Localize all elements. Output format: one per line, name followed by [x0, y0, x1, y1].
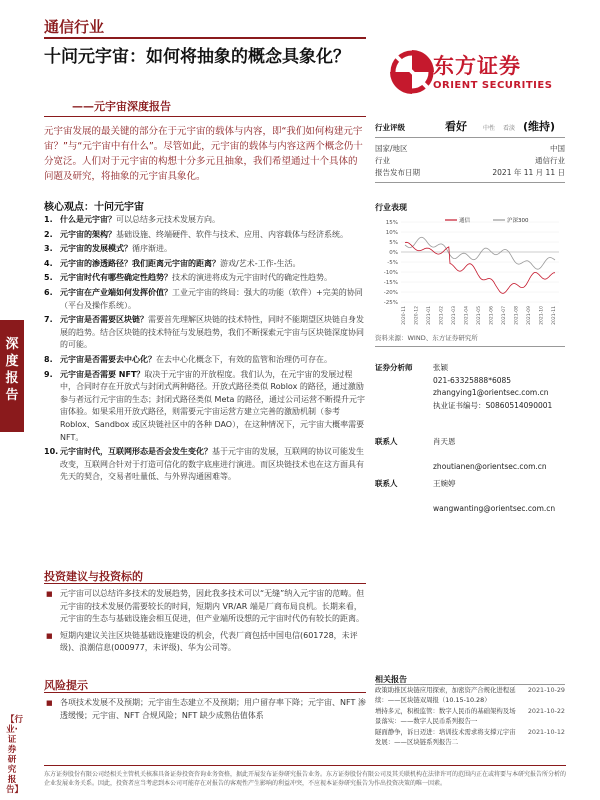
core-point: 10. 元宇宙时代，互联网形态是否会发生变化？基于元宇宙的发展，互联网的协议可能发生改变，互联网合针对于打造可信化的数字底座进行演进。而区块链技术也在这方面具有先天的契合，交易者吐量低、与外界沟通困难等。 [44, 447, 364, 482]
logo-name-en: ORIENT SECURITIES [433, 80, 553, 91]
x-tick-label: 2021-09 [527, 306, 532, 325]
invest-list [44, 588, 366, 659]
related-report-item[interactable]: 政策助推区块链应用探索，加密资产合规化进程延续：——区块链双周报（10.15-10.28） 2021-10-29 [375, 686, 565, 704]
subtitle-rule [44, 116, 366, 117]
x-tick-label: 2021-06 [489, 306, 495, 325]
rating-box [375, 118, 565, 136]
invest-rule [44, 583, 366, 584]
meta-row: 报告发布日期 2021 年 11 月 11 日 [375, 167, 565, 177]
related-report-item[interactable]: 隧面静争，诉日迈进：培训技术需求将支撑元宇宙发展：——区块链系列报告二 2021-10-12 [375, 728, 565, 746]
x-tick-label: 2021-11 [552, 306, 557, 325]
related-reports-title: 相关报告 [375, 675, 407, 684]
core-point: 5. 元宇宙时代有哪些确定性趋势？技术的演进将成为元宇宙时代的确定性趋势。 [44, 273, 332, 283]
footer-rule [44, 765, 566, 766]
report-title: 十问元宇宙：如何将抽象的概念具象化？ [44, 47, 350, 67]
rating-low: 看淡 [503, 125, 516, 132]
rating-main: 看好 [445, 120, 467, 133]
meta-row: 行业 通信行业 [375, 155, 565, 165]
legend-label: 沪深300 [507, 218, 529, 224]
x-tick-label: 2020-12 [414, 306, 420, 325]
rating-label: 行业评级 [375, 123, 405, 132]
bullet-item: ■ 元宇宙可以总结许多技术的发展趋势，因此我多技术可以“无缝”纳入元宇宙的范畴。但元宇宙的技术发展仍需要较长的时间，短期内 VR/AR 端是厂商布局良机。长期来看，元宇宙的生态与基础设施会相互促进，但产业端所设想的元宇宙时代仍有较长的距离。 [44, 588, 366, 626]
rating-row [375, 118, 565, 136]
y-tick-label: -25% [383, 300, 398, 306]
core-point: 1. 什么是元宇宙？可以总结多元技术发展方向。 [44, 215, 220, 224]
y-tick-label: 0% [389, 250, 398, 256]
y-tick-label: -15% [383, 280, 398, 286]
header-rule [44, 37, 366, 39]
risk-rule [44, 692, 366, 693]
related-reports-list [375, 686, 565, 749]
x-tick-label: 2021-02 [439, 306, 445, 325]
y-tick-label: 10% [385, 230, 398, 236]
report-meta [375, 142, 565, 178]
related-rule [375, 684, 565, 685]
core-point: 9. 元宇宙是否需要 NFT？取决于元宇宙的开放程度。我们认为，在元宇宙的发展过程中，合同时存在开放式与封闭式两种路径。开放式路径类似 Roblox 的路径，通过激励参与者远行元宇宙的生态；封闭式路径类似 Meta 的路径，通过公司运营不断提升元宇宙体验。如果采用开放式路径，则需要元宇宙运营方建立完善的激励机制（参考 Roblox、Sandbox 或区块链社区中的各种 DAO），在这种情况下，元宇宙大概率需要 NFT。 [44, 369, 365, 442]
core-point: 8. 元宇宙是否需要去中心化？在去中心化概念下，有效的监管和治理仍可存在。 [44, 354, 332, 364]
y-tick-label: -20% [383, 290, 398, 296]
rating-rule [375, 137, 565, 138]
intro-paragraph: 元宇宙发展的最关键的部分在于元宇宙的载体与内容，即“我们如何构建元宇宙？”与“元宇宙中有什么”。尽管如此，元宇宙的载体与内容这两个概念仍十分宽泛。人们对于元宇宙的构想十分多元且抽象，我们希望通过十个具体的问题及研究，将抽象的元宇宙具象化。 [44, 126, 363, 182]
y-tick-label: -5% [387, 260, 398, 266]
core-point: 4. 元宇宙的渗透路径？我们距离元宇宙的距离？游戏/艺术-工作-生活。 [44, 258, 301, 268]
performance-chart [375, 214, 565, 330]
invest-title: 投资建议与投资标的 [44, 570, 143, 583]
source-rule [375, 346, 565, 347]
related-report-item[interactable]: 增持多元，积极监管：数字人民币的基础架构及场景落实：——数字人民币系列报告一 2021-10-22 [375, 707, 565, 725]
core-view-label: 核心观点：十问元宇宙 [44, 202, 144, 213]
disclaimer: 东方证券股份有限公司经相关主管机关核准具备证券投资咨询业务资格，据此开展发布证券研究报告业务。东方证券股份有限公司及其关联机构在法律许可的范围内正在或将要与本研究报告所分析的企业发展业务关系。因此，投资者应当考虑到本公司可能存在对报告的客观性产生影响的利益冲突，不应视本证券研究报告为作出投资决策的唯一因素。 [44, 771, 567, 787]
x-tick-label: 2021-04 [464, 306, 470, 325]
core-point: 2. 元宇宙的架构？基础设施、终端硬件、软件与技术、应用、内容载体与经济系统。 [44, 229, 348, 239]
performance-title: 行业表现 [375, 203, 407, 212]
meta-rule [375, 182, 565, 183]
x-tick-label: 2020-11 [402, 306, 407, 325]
core-point: 6. 元宇宙在产业端如何发挥价值？工业元宇宙的终局：强大的功能（软件）+完美的协同（平台及操作系统）。 [44, 287, 363, 310]
bullet-item: ■ 各项技术发展不及预期；元宇宙生态建立不及预期；用户留存率下降；元宇宙、NFT 渗透缓慢；元宇宙、NFT 合规风险；NFT 缺少成熟估值体系 [44, 697, 366, 722]
rating-mid: 中性 [483, 125, 496, 132]
legend-label: 通信 [459, 218, 471, 224]
bullet-item: ■ 短期内建议关注区块链基础设施建设的机会，代表厂商包括中国电信(601728，未评级)、浪潮信息(000977，未评级)、华为公司等。 [44, 630, 366, 655]
risk-title: 风险提示 [44, 679, 88, 692]
core-points-list [44, 214, 366, 486]
x-tick-label: 2021-05 [477, 306, 482, 325]
core-point: 3. 元宇宙的发展模式？循序渐进。 [44, 244, 172, 254]
risk-list [44, 697, 366, 726]
series-line-telecom [405, 242, 555, 293]
rating-maintain: (维持) [523, 120, 556, 133]
x-tick-label: 2021-07 [502, 306, 507, 325]
meta-row: 国家/地区 中国 [375, 143, 565, 153]
core-point: 7. 元宇宙是否需要区块链？需要首先理解区块链的技术特性，同时不能期望区块链自身发展的趋势。结合区块链的技术特征与发展趋势，我们不断探索元宇宙与区块链深度协同的可能。 [44, 315, 364, 350]
y-tick-label: 15% [385, 220, 398, 226]
x-tick-label: 2021-03 [452, 306, 457, 325]
chart-source: 资料来源：WIND、东方证券研究所 [375, 334, 478, 342]
report-category-vertical: 【行业·证券研究报告】 [6, 715, 24, 795]
x-tick-label: 2021-08 [514, 306, 520, 325]
logo-name-cn: 东方证券 [433, 54, 521, 78]
x-tick-label: 2021-01 [427, 306, 432, 325]
report-subtitle: ——元宇宙深度报告 [72, 100, 171, 113]
report-type-tab: 深度报告 [0, 320, 24, 432]
y-tick-label: 5% [389, 240, 398, 246]
x-tick-label: 2021-10 [539, 306, 545, 325]
y-tick-label: -10% [383, 270, 398, 276]
industry-label: 通信行业 [44, 18, 105, 36]
